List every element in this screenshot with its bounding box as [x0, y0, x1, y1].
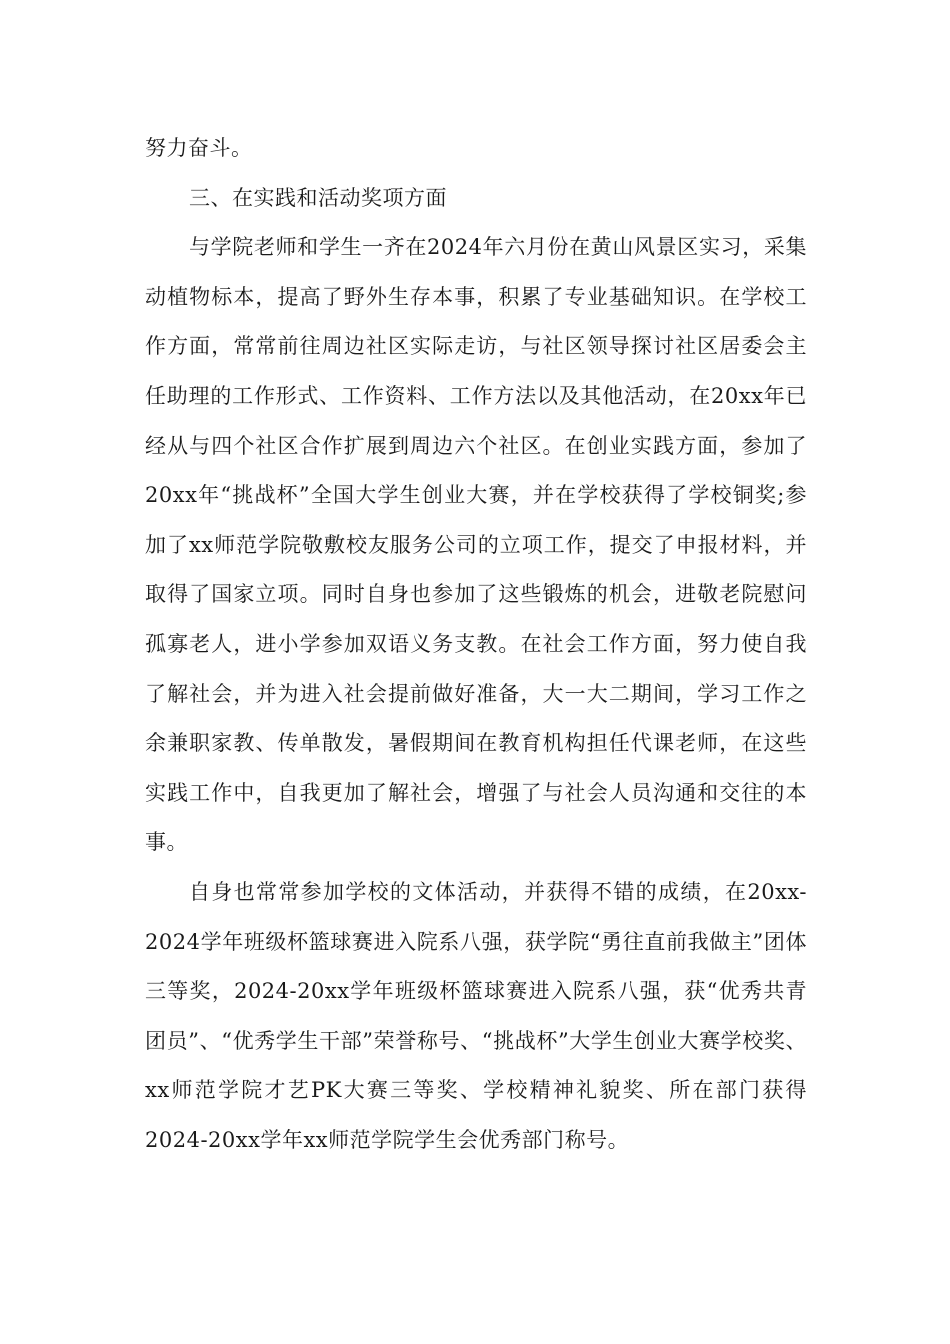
paragraph-practice: 与学院老师和学生一齐在2024年六月份在黄山风景区实习，采集动植物标本，提高了野外生存本事，积累了专业基础知识。在学校工作方面，常常前往周边社区实际走访，与社区领导探讨社区居委会主任助理的工作形式、工作资料、工作方法以及其他活动，在20xx年已经从与四个社区合作扩展到周边六个社区。在创业实践方面，参加了20xx年“挑战杯”全国大学生创业大赛，并在学校获得了学校铜奖;参加了xx师范学院敬敷校友服务公司的立项工作，提交了申报材料，并取得了国家立项。同时自身也参加了这些锻炼的机会，进敬老院慰问孤寡老人，进小学参加双语义务支教。在社会工作方面，努力使自我了解社会，并为进入社会提前做好准备，大一大二期间，学习工作之余兼职家教、传单散发，暑假期间在教育机构担任代课老师，在这些实践工作中，自我更加了解社会，增强了与社会人员沟通和交往的本事。	[145, 235, 807, 855]
paragraph-activities: 自身也常常参加学校的文体活动，并获得不错的成绩，在20xx-2024学年班级杯篮球赛进入院系八强，获学院“勇往直前我做主”团体三等奖，2024-20xx学年班级杯篮球赛进入院系八强，获“优秀共青团员”、“优秀学生干部”荣誉称号、“挑战杯”大学生创业大赛学校奖、xx师范学院才艺PK大赛三等奖、学校精神礼貌奖、所在部门获得2024-20xx学年xx师范学院学生会优秀部门称号。	[145, 879, 807, 1152]
document-body	[145, 124, 807, 1165]
section-heading: 三、在实践和活动奖项方面	[189, 185, 447, 210]
paragraph-continuation: 努力奋斗。	[145, 136, 253, 160]
